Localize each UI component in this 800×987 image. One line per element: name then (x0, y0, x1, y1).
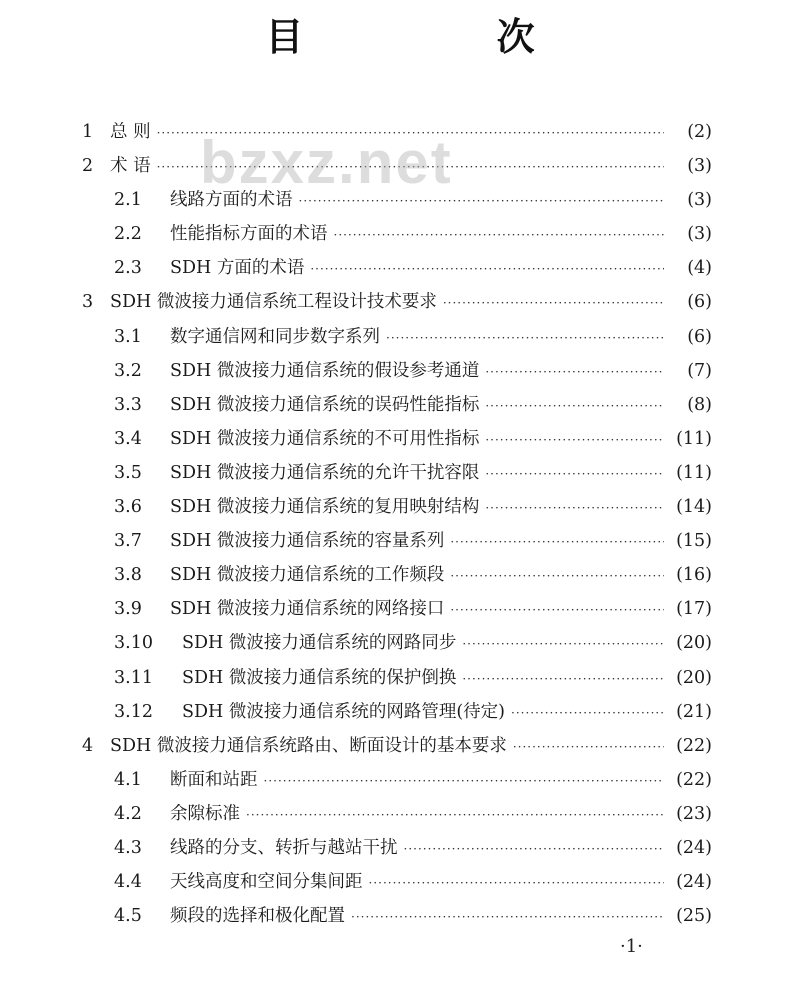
dot-leader (157, 160, 664, 174)
toc-entry-label: SDH 微波接力通信系统的网路同步 (182, 633, 457, 654)
toc-entry-number: 2.2 (114, 224, 142, 245)
toc-entry-number: 2 (82, 156, 94, 177)
toc-entry-label: 余隙标准 (170, 803, 240, 824)
toc-entry-number: 4 (82, 735, 94, 756)
toc-entry-page: (11) (676, 462, 712, 483)
toc-entry[interactable] (82, 186, 712, 220)
toc-entry[interactable] (82, 152, 712, 186)
toc-entry-number: 3.8 (114, 565, 142, 586)
toc-entry-number: 3.1 (114, 326, 142, 347)
toc-entry-number: 4.5 (114, 906, 142, 927)
dot-leader (511, 706, 664, 720)
dot-leader (246, 808, 664, 822)
dot-leader (450, 569, 664, 583)
toc-entry-page: (21) (676, 701, 712, 722)
toc-entry-page: (22) (676, 769, 712, 790)
page-title: 目 次 (265, 14, 625, 59)
toc-entry[interactable] (82, 357, 712, 391)
toc-entry-page: (15) (676, 531, 712, 552)
toc-entry-page: (3) (687, 190, 712, 211)
dot-leader (450, 535, 664, 549)
toc-entry[interactable] (82, 561, 712, 595)
toc-entry-label: 性能指标方面的术语 (170, 224, 328, 245)
toc-entry[interactable] (82, 118, 712, 152)
page-number: ·1· (620, 936, 643, 957)
toc-entry-page: (20) (676, 633, 712, 654)
toc-entry-label: 频段的选择和极化配置 (170, 906, 345, 927)
dot-leader (351, 910, 664, 924)
toc-entry-page: (6) (687, 292, 712, 313)
dot-leader (404, 842, 665, 856)
toc-entry-label: SDH 微波接力通信系统的保护倒换 (182, 667, 457, 688)
toc-entry-number: 3.11 (114, 667, 153, 688)
toc-entry-label: SDH 微波接力通信系统的误码性能指标 (170, 394, 480, 415)
toc-entry-number: 3.4 (114, 428, 142, 449)
toc-entry-number: 4.3 (114, 837, 142, 858)
toc-entry[interactable] (82, 595, 712, 629)
dot-leader (334, 228, 665, 242)
dot-leader (157, 126, 664, 140)
toc-entry-number: 3.6 (114, 497, 142, 518)
dot-leader (485, 501, 664, 515)
watermark: bzxz.net (200, 129, 453, 196)
toc-entry-label: SDH 微波接力通信系统的容量系列 (170, 531, 445, 552)
toc-entry-label: SDH 微波接力通信系统的网络接口 (170, 599, 445, 620)
toc-entry-page: (14) (676, 497, 712, 518)
dot-leader (485, 433, 664, 447)
toc-entry-page: (17) (676, 599, 712, 620)
toc-entry-number: 2.3 (114, 258, 142, 279)
toc-entry[interactable] (82, 698, 712, 732)
toc-entry-label: SDH 微波接力通信系统的网路管理(待定) (182, 701, 505, 722)
toc-entry-label: SDH 方面的术语 (170, 258, 305, 279)
toc-entry-number: 4.2 (114, 803, 142, 824)
toc-entry-label: SDH 微波接力通信系统路由、断面设计的基本要求 (110, 735, 507, 756)
toc-entry[interactable] (82, 732, 712, 766)
toc-entry-page: (4) (687, 258, 712, 279)
toc-entry-number: 4.1 (114, 769, 142, 790)
dot-leader (485, 467, 664, 481)
toc-entry-page: (24) (676, 872, 712, 893)
toc-entry-number: 3.10 (114, 633, 153, 654)
toc-entry-number: 3.7 (114, 531, 142, 552)
toc-entry-number: 3.3 (114, 394, 142, 415)
toc-entry-label: SDH 微波接力通信系统工程设计技术要求 (110, 292, 437, 313)
toc-entry-label: 线路的分支、转折与越站干扰 (170, 837, 398, 858)
toc-entry-number: 3.5 (114, 462, 142, 483)
dot-leader (443, 296, 664, 310)
toc-entry[interactable] (82, 391, 712, 425)
toc-entry-page: (24) (676, 837, 712, 858)
dot-leader (386, 331, 664, 345)
dot-leader (485, 365, 664, 379)
toc-entry-number: 3 (82, 292, 94, 313)
toc-entry[interactable] (82, 527, 712, 561)
toc-entry-page: (11) (676, 428, 712, 449)
toc-entry[interactable] (82, 220, 712, 254)
toc-entry-page: (16) (676, 565, 712, 586)
toc-entry-label: 总 则 (110, 122, 151, 142)
toc-entry[interactable] (82, 425, 712, 459)
toc-entry-label: 天线高度和空间分集间距 (170, 872, 363, 893)
dot-leader (462, 637, 664, 651)
toc-entry[interactable] (82, 459, 712, 493)
dot-leader (485, 399, 664, 413)
dot-leader (310, 262, 664, 276)
toc-entry[interactable] (82, 288, 712, 322)
dot-leader (369, 876, 665, 890)
toc-entry-label: SDH 微波接力通信系统的复用映射结构 (170, 497, 480, 518)
dot-leader (450, 603, 664, 617)
dot-leader (513, 740, 664, 754)
toc-entry-page: (25) (676, 906, 712, 927)
toc-entry[interactable] (82, 766, 712, 800)
toc-entry[interactable] (82, 902, 712, 936)
dot-leader (299, 194, 665, 208)
toc-entry-page: (7) (687, 360, 712, 381)
toc-entry-label: SDH 微波接力通信系统的允许干扰容限 (170, 462, 480, 483)
toc-entry[interactable] (82, 868, 712, 902)
toc-entry[interactable] (82, 664, 712, 698)
toc-entry[interactable] (82, 254, 712, 288)
toc-entry-number: 3.2 (114, 360, 142, 381)
toc-entry-label: SDH 微波接力通信系统的假设参考通道 (170, 360, 480, 381)
toc-entry-page: (8) (687, 394, 712, 415)
toc-entry-page: (22) (676, 735, 712, 756)
toc-entry[interactable] (82, 493, 712, 527)
toc-entry-page: (2) (687, 122, 712, 142)
toc-entry-number: 3.12 (114, 701, 153, 722)
toc-entry-label: 线路方面的术语 (170, 190, 293, 211)
toc-entry-label: SDH 微波接力通信系统的不可用性指标 (170, 428, 480, 449)
dot-leader (264, 774, 665, 788)
toc-entry-number: 3.9 (114, 599, 142, 620)
toc-entry[interactable] (82, 834, 712, 868)
toc-entry-page: (23) (676, 803, 712, 824)
toc-entry-page: (3) (687, 224, 712, 245)
toc-entry-label: SDH 微波接力通信系统的工作频段 (170, 565, 445, 586)
toc-entry-number: 4.4 (114, 872, 142, 893)
toc-entry-label: 数字通信网和同步数字系列 (170, 326, 380, 347)
table-of-contents (82, 118, 712, 936)
toc-entry[interactable] (82, 323, 712, 357)
toc-entry-number: 2.1 (114, 190, 142, 211)
toc-entry-page: (6) (687, 326, 712, 347)
toc-entry-page: (20) (676, 667, 712, 688)
toc-entry-label: 断面和站距 (170, 769, 258, 790)
toc-entry-number: 1 (82, 122, 94, 142)
toc-entry[interactable] (82, 800, 712, 834)
toc-entry-label: 术 语 (110, 156, 151, 177)
toc-entry[interactable] (82, 629, 712, 663)
toc-entry-page: (3) (687, 156, 712, 177)
dot-leader (462, 672, 664, 686)
